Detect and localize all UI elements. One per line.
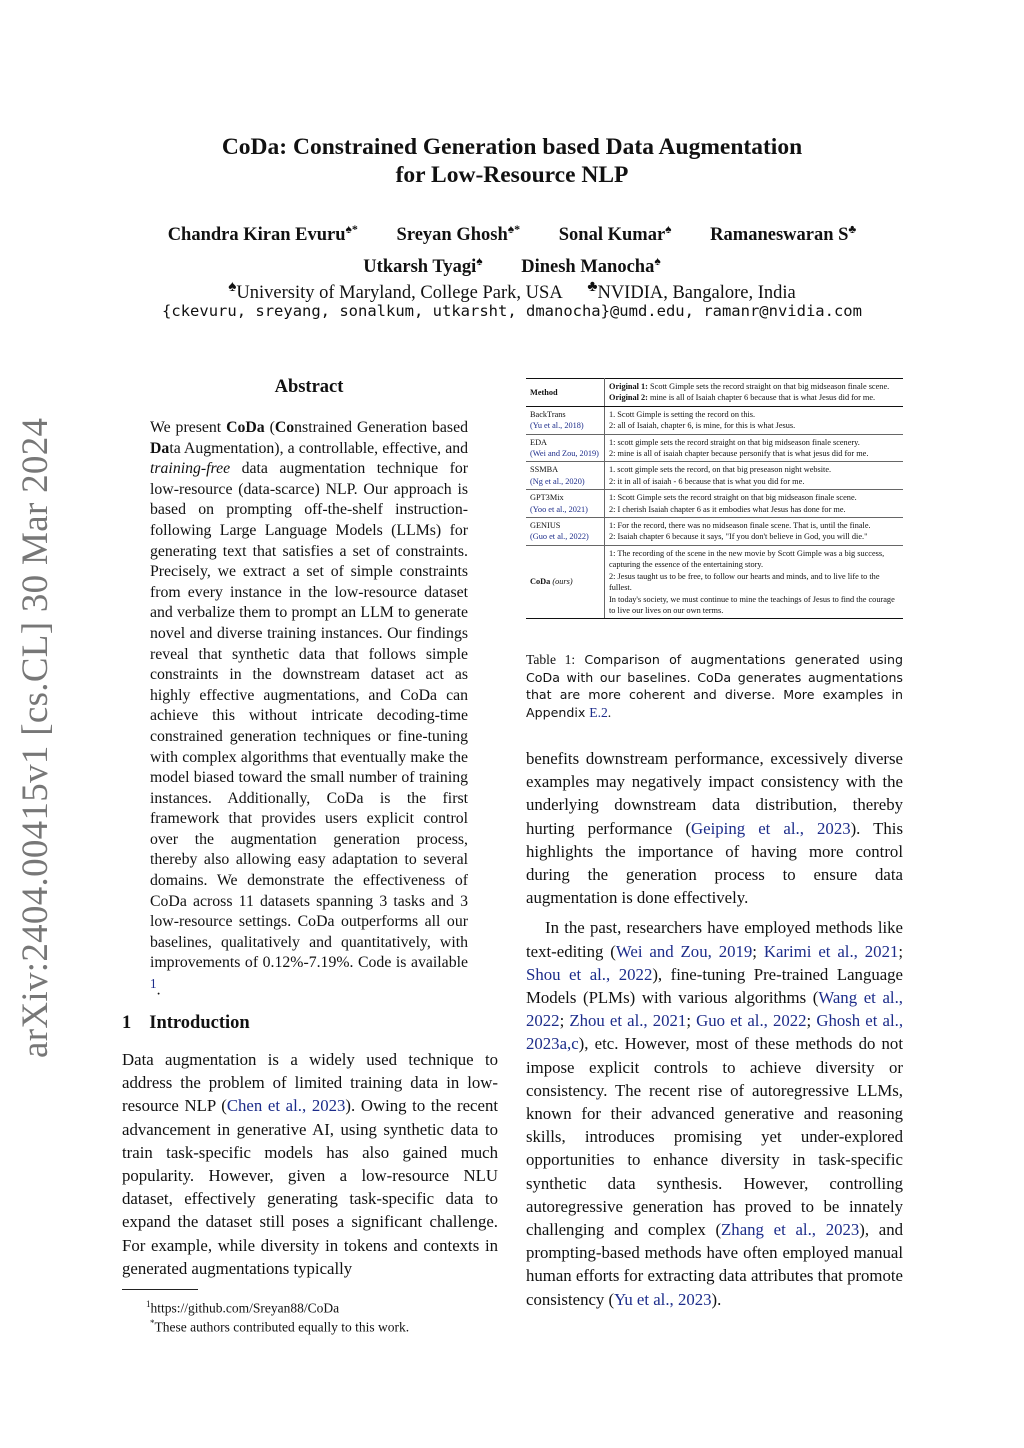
citation-wei-zou[interactable]: Wei and Zou, 2019 [615,941,753,961]
table-row-ssmba: SSMBA (Ng et al., 2020) 1. scott gimple sets the record, on that big preseason night website. 2: it in all of isaiah - 6 because that is what you did for me. [526,462,903,490]
table-header-row [526,379,903,407]
table-row-eda: EDA (Wei and Zou, 2019) 1: scott gimple sets the record straight on that big midseason finale scenery. 2: mine is all of isaiah chapter because personify that is what jesus did for me. [526,434,903,462]
table-header-originals: Original 1: Scott Gimple sets the record straight on that big midseason finale scene. Original 2: mine is all of Isaiah chapter 6 because that is what Jesus did for me. [605,379,904,407]
right-paragraph-2: In the past, researchers have employed methods like text-editing (Wei and Zou, 2019; Karimi et al., 2021; Shou et al., 2022), fine-tuning Pre-trained Language Models (PLMs) with various algorithms (Wang et al., 2022; Zhou et al., 2021; Guo et al., 2022; Ghosh et al., 2023a,c), etc. However, most of these methods do not impose explicit controls to achieve diversity or consistency. The recent rise of autoregressive LLMs, known for their advanced generative and reasoning skills, introduces promising yet under-explored opportunities to enhance diversity in task-specific synthetic data synthesis. However, controlling autoregressive generation has proved to be innately challenging and complex (Zhang et al., 2023), and prompting-based methods have often employed manual human efforts for extracting data attributes that promote consistency (Yu et al., 2023). [526,918,904,1309]
citation-chen[interactable]: Chen et al., 2023 [226,1096,346,1116]
appendix-link[interactable]: E.2 [589,704,608,720]
author-1: Chandra Kiran Evuru♠* [167,222,358,246]
arxiv-sidebar-stamp: arXiv:2404.00415v1 [cs.CL] 30 Mar 2024 [15,417,56,1058]
citation-zhang[interactable]: Zhang et al., 2023 [721,1220,860,1240]
footnote-1: $^1$https://github.com/Sreyan88/CoDa [146,1299,340,1316]
intro-paragraph: Data augmentation is a widely used technique to address the problem of limited training data in low-resource NLP (Chen et al., 2023). Owing to the recent advancement in generative AI, using synthetic data to train task-specific models has also gained much popularity. However, given a low-resource NLU dataset, effectively generating task-specific data to expand the dataset still poses a significant challenge. For example, while diversity in tokens and contexts in generated augmentations typically [122,1050,499,1278]
citation-ghosh[interactable]: Ghosh et al., 2023a,c [526,1011,904,1054]
right-paragraph-1: benefits downstream performance, excessively diverse examples may negatively impact consistency with the underlying downstream data distribution, thereby hurting performance (Geiping et al., 2023). This highlights the importance of having more control during the generation process to ensure data augmentation is done effectively. [526,749,904,908]
email-nvidia[interactable]: ramanr@nvidia.com [703,302,862,320]
abstract-heading: Abstract [274,377,344,397]
citation-guo[interactable]: Guo et al., 2022 [696,1011,807,1031]
footnote-ref-1[interactable]: 1 [150,976,157,992]
table-row-gpt3mix: GPT3Mix (Yoo et al., 2021) 1: Scott Gimple sets the record straight on that big midseason finale scene. 2: I cherish Isaiah chapter 6 as it embodies what Jesus has done for me. [526,490,903,518]
table-row-genius: GENIUS (Guo et al., 2022) 1: For the record, there was no midseason finale scene. That is, until the finale. 2: Isaiah chapter 6 because it says, "If you don't believe in God, you will die." [526,518,903,546]
author-4: Ramaneswaran S♣ [710,222,857,246]
footnote-rule [122,1289,198,1290]
citation-zhou[interactable]: Zhou et al., 2021 [569,1011,687,1031]
table-caption: Table 1: Comparison of augmentations generated using CoDa with our baselines. CoDa generates augmentations that are more coherent and diverse. More examples in Appendix E.2. [526,652,904,720]
table-row-coda: CoDa (ours) 1: The recording of the scene in the new movie by Scott Gimple was a big success, capturing the essence of the entertaining story. 2: Jesus taught us to be free, to follow our hearts and minds, and to live life to the fullest. In today's society, we must continue to mine the teachings of Jesus to find the courage to live our lives on our own terms. [526,545,903,618]
citation-karimi[interactable]: Karimi et al., 2021 [763,941,899,961]
table-row-backtrans: BackTrans (Yu et al., 2018) 1. Scott Gimple is setting the record on this. 2: all of Isaiah, chapter 6, is mine, for this is what Jesus. [526,406,903,434]
citation-geiping[interactable]: Geiping et al., 2023 [691,818,851,838]
author-list [0,216,1024,280]
table-header-method: Method [526,379,605,407]
author-emails [0,299,1024,323]
section-heading-introduction: 1 Introduction [122,1013,250,1033]
right-column-text [526,747,903,1318]
citation-wang[interactable]: Wang et al., 2022 [526,988,903,1031]
title-line-1: CoDa: Constrained Generation based Data Augmentation [221,134,803,160]
citation-yu[interactable]: Yu et al., 2023 [614,1289,712,1309]
affiliation-umd: ♠University of Maryland, College Park, USA [228,278,563,304]
title-line-2: for Low-Resource NLP [395,162,629,188]
abstract-body: We present CoDa (Constrained Generation based Data Augmentation), a controllable, effective, and training-free data augmentation technique for low-resource (data-scarce) NLP. Our approach is based on prompting off-the-shelf instruction-following Large Language Models (LLMs) for generating text that satisfies a set of constraints. Precisely, we extract a set of simple constraints from every instance in the low-resource dataset and verbalize them to prompt an LLM to generate novel and diverse training instances. Our findings reveal that synthetic data that follows simple constraints in the downstream dataset act as highly effective augmentations, and CoDa can achieve this without intricate decoding-time constrained generation techniques or fine-tuning with complex algorithms that eventually make the model biased toward the small number of training instances. Additionally, CoDa is the first framework that provides users explicit control over the augmentation generation process, thereby also allowing easy adaptation to several domains. We demonstrate the effectiveness of CoDa across 11 datasets spanning 3 tasks and 3 low-resource settings. CoDa outperforms all our baselines, qualitatively and quantitatively, with improvements of 0.12%-7.19%. Code is available $^1$. [150,419,468,999]
email-umd[interactable]: {ckevuru, sreyang, sonalkum, utkarsht, dmanocha}@umd.edu, [162,302,694,320]
author-6: Dinesh Manocha♠ [521,254,661,278]
comparison-table [526,378,903,619]
author-5: Utkarsh Tyagi♠ [363,254,483,278]
footnote-equal-contribution: *These authors contributed equally to this work. [150,1318,410,1335]
paper-title [0,133,1024,189]
author-3: Sonal Kumar♠ [558,222,672,246]
footnote-url[interactable]: https://github.com/Sreyan88/CoDa [150,1300,340,1316]
author-2: Sreyan Ghosh♠* [396,222,521,246]
citation-shou[interactable]: Shou et al., 2022 [526,964,653,984]
affiliation-nvidia: ♣NVIDIA, Bangalore, India [587,278,796,304]
